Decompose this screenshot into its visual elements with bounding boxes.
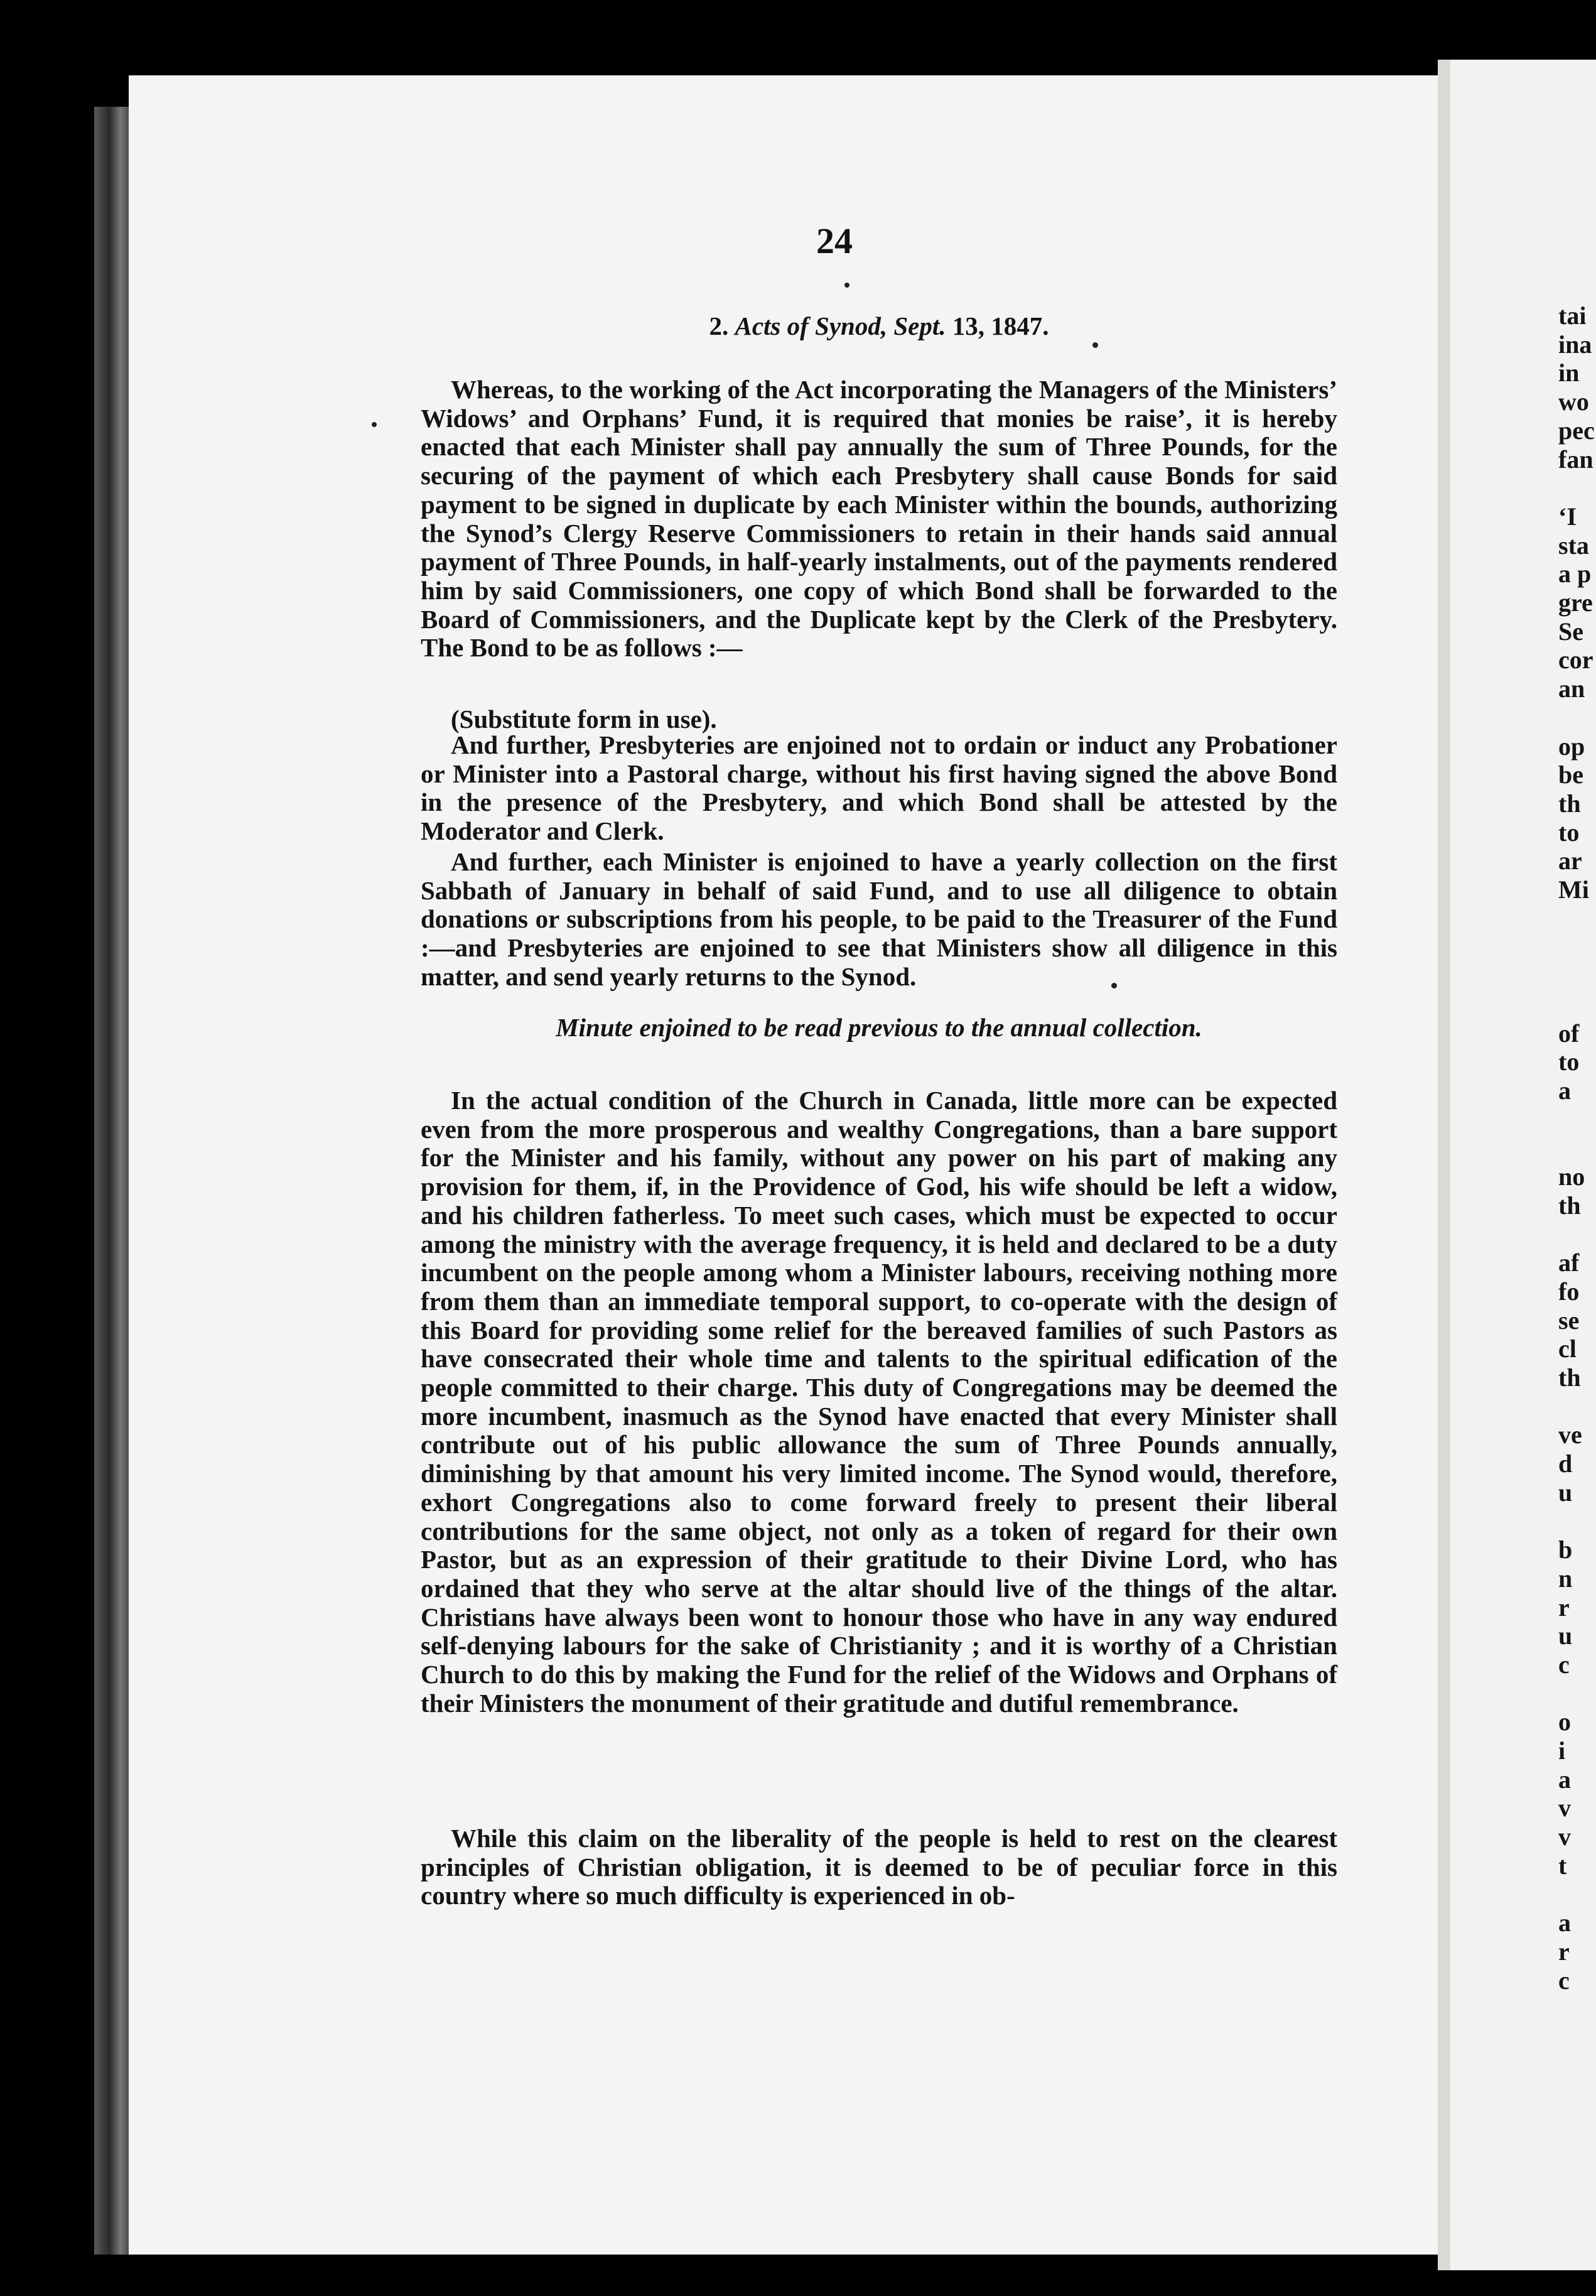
facing-page-fragment: op: [1558, 732, 1585, 761]
page-number: 24: [816, 220, 853, 261]
facing-page-fragment: o: [1558, 1708, 1571, 1736]
paragraph-substitute-form: (Substitute form in use).: [451, 705, 717, 734]
heading-title: Acts of Synod, Sept.: [735, 311, 946, 340]
facing-page-fragment: ina: [1558, 330, 1592, 359]
facing-page-fragment: t: [1558, 1851, 1567, 1880]
facing-page-fragment: sta: [1558, 531, 1589, 560]
facing-page-fragment: i: [1558, 1736, 1566, 1765]
facing-page-fragment: af: [1558, 1248, 1580, 1277]
page-gutter: [1438, 60, 1450, 2270]
facing-page-fragment: r: [1558, 1937, 1570, 1966]
facing-page-fragment: th: [1558, 1363, 1581, 1392]
facing-page-fragment: se: [1558, 1306, 1580, 1335]
facing-page-fragment: c: [1558, 1966, 1570, 1995]
facing-page-fragment: c: [1558, 1650, 1570, 1679]
scan-speck: [1092, 342, 1098, 348]
facing-page-fragment: v: [1558, 1822, 1571, 1851]
facing-page-fragment: u: [1558, 1622, 1573, 1650]
heading-date: 13, 1847.: [952, 311, 1049, 340]
facing-page-fragment: to: [1558, 1048, 1580, 1076]
facing-page-fragment: Se: [1558, 617, 1583, 646]
facing-page-fragment: ve: [1558, 1421, 1582, 1449]
facing-page-fragment: be: [1558, 761, 1583, 789]
facing-page-fragment: a: [1558, 1076, 1571, 1105]
facing-page-fragment: an: [1558, 674, 1585, 703]
facing-page-fragment: cl: [1558, 1335, 1577, 1363]
facing-page-fragment: d: [1558, 1449, 1573, 1478]
facing-page-fragment: tai: [1558, 301, 1587, 330]
facing-page: [1450, 60, 1596, 2270]
paragraph-presbyteries: And further, Presbyteries are enjoined not to ordain or induct any Probationer or Minister into a Pastoral charge, without his first having signed the above Bond in the presence of the Presbytery, and which Bond shall be attested by the Moderator and Clerk.: [421, 730, 1337, 846]
paragraph-actual-condition: In the actual condition of the Church in Canada, little more can be expected even from the more prosperous and wealthy Congregations, than a bare support for the Minister and his family, without any power on his part of making any provision for them, if, in the Providence of God, his wife should be left a widow, and his children fatherless. To meet such cases, which must be expected to occur among the ministry with the average frequency, it is held and declared to be a duty incumbent on the people among whom a Minister labours, receiving nothing more from them than an immediate temporal support, to co-operate with the design of this Board for providing some relief for the bereaved families of such Pastors as have consecrated their whole time and talents to the spiritual edification of the people committed to their charge. This duty of Congregations may be deemed the more incumbent, inasmuch as the Synod have enacted that every Minister shall contribute out of his public allowance the sum of Three Pounds annually, diminishing by that amount his very limited income. The Synod would, therefore, exhort Congregations also to come forward freely to present their liberal contributions for the same object, not only as a token of regard for their own Pastor, but as an expression of their gratitude to their Divine Lord, who has ordained that they who serve at the altar should live of the things of the altar. Christians have always been wont to honour those who have in any way endured self-denying labours for the sake of Christianity ; and it is worthy of a Christian Church to do this by making the Fund for the relief of the Widows and Orphans of their Ministers the monument of their gratitude and dutiful remembrance.: [421, 1086, 1337, 1718]
facing-page-fragment: th: [1558, 789, 1581, 818]
facing-page-fragment: a: [1558, 1765, 1571, 1794]
facing-page-fragment: r: [1558, 1593, 1570, 1622]
book-binding: [94, 107, 132, 2255]
scan-speck: [1111, 983, 1117, 988]
facing-page-fragment: fan: [1558, 445, 1593, 474]
facing-page-fragment: u: [1558, 1478, 1573, 1507]
facing-page-fragment: a: [1558, 1909, 1571, 1937]
facing-page-fragment: ‘I: [1558, 502, 1577, 531]
facing-page-fragment: pec: [1558, 416, 1595, 445]
paragraph-whereas: Whereas, to the working of the Act incorporating the Managers of the Ministers’ Widows’ and Orphans’ Fund, it is required that monies be raise’, it is hereby enacted that each Minister shall pay annually the sum of Three Pounds, for the securing of the payment of which each Presbytery shall cause Bonds for said payment to be signed in duplicate by each Minister within the bounds, authorizing the Synod’s Clergy Reserve Commissioners to retain in their hands said annual payment of Three Pounds, in half-yearly instalments, out of the payments rendered him by said Commissioners, one copy of which Bond shall be forwarded to the Board of Commissioners, and the Duplicate kept by the Clerk of the Presbytery. The Bond to be as follows :—: [421, 375, 1337, 663]
facing-page-fragment: in: [1558, 359, 1580, 387]
heading-number: 2.: [709, 311, 729, 340]
minute-heading: Minute enjoined to be read previous to the annual collection.: [556, 1013, 1202, 1042]
scan-speck: [844, 283, 849, 288]
facing-page-fragment: a p: [1558, 560, 1592, 588]
facing-page-fragment: th: [1558, 1191, 1581, 1220]
facing-page-fragment: wo: [1558, 387, 1589, 416]
paragraph-liberality: While this claim on the liberality of the people is held to rest on the clearest principles of Christian obligation, it is deemed to be of peculiar force in this country where so much difficulty is experienced in ob-: [421, 1824, 1337, 1910]
facing-page-fragment: Mi: [1558, 875, 1589, 904]
scan-speck: [372, 422, 377, 427]
facing-page-fragment: fo: [1558, 1277, 1580, 1306]
facing-page-fragment: ar: [1558, 847, 1582, 875]
facing-page-fragment: of: [1558, 1019, 1580, 1048]
paragraph-yearly-collection: And further, each Minister is enjoined to have a yearly collection on the first Sabbath of January in behalf of said Fund, and to use all diligence to obtain donations or subscriptions from his people, to be paid to the Treasurer of the Fund :—and Presbyteries are enjoined to see that Ministers show all diligence in this matter, and send yearly returns to the Synod.: [421, 847, 1337, 991]
facing-page-fragment: no: [1558, 1162, 1585, 1191]
section-heading: [421, 311, 1337, 341]
facing-page-fragment: to: [1558, 818, 1580, 847]
facing-page-fragment: b: [1558, 1535, 1573, 1564]
facing-page-fragment: n: [1558, 1564, 1573, 1593]
facing-page-fragment: cor: [1558, 646, 1593, 674]
facing-page-fragment: gre: [1558, 588, 1593, 617]
page-text: [421, 0, 1337, 2296]
facing-page-fragment: v: [1558, 1794, 1571, 1822]
